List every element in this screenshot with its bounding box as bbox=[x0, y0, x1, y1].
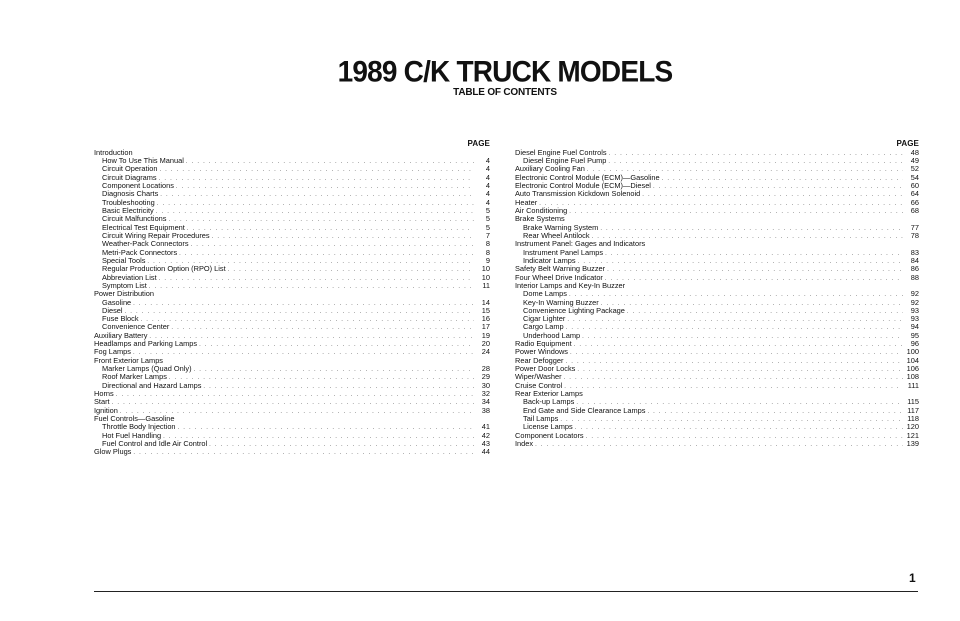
toc-entry bbox=[515, 407, 919, 415]
toc-entry-label: Wiper/Washer bbox=[515, 372, 562, 382]
dot-leader bbox=[578, 258, 903, 266]
dot-leader bbox=[605, 250, 903, 258]
toc-entry-page: 118 bbox=[907, 414, 919, 424]
dot-leader bbox=[564, 374, 903, 382]
toc-entry bbox=[515, 199, 919, 207]
dot-leader bbox=[212, 233, 474, 241]
toc-entry-page: 42 bbox=[481, 430, 490, 440]
toc-entry-page: 30 bbox=[481, 380, 490, 390]
toc-entry-page: 66 bbox=[910, 197, 919, 207]
toc-entry-label: Basic Electricity bbox=[102, 205, 154, 215]
toc-entry-page: 4 bbox=[485, 172, 490, 182]
toc-entry-label: Diesel bbox=[102, 305, 123, 315]
dot-leader bbox=[564, 383, 903, 391]
dot-leader bbox=[125, 308, 474, 316]
toc-entry-label: Fuel Controls—Gasoline bbox=[94, 414, 175, 424]
toc-entry-label: Back-up Lamps bbox=[523, 397, 575, 407]
toc-entry-label: Convenience Center bbox=[102, 322, 170, 332]
toc-entry-page: 11 bbox=[482, 280, 490, 290]
toc-entry-label: Fog Lamps bbox=[94, 347, 131, 357]
toc-entry-page: 95 bbox=[910, 330, 919, 340]
page-column-header: PAGE bbox=[467, 139, 490, 148]
toc-entry-page: 111 bbox=[907, 380, 919, 390]
toc-entry-label: Circuit Operation bbox=[102, 164, 158, 174]
dot-leader bbox=[535, 441, 903, 449]
toc-entry bbox=[515, 315, 919, 323]
toc-entry-label: Ignition bbox=[94, 405, 118, 415]
toc-entry-label: Power Windows bbox=[515, 347, 568, 357]
toc-entry bbox=[94, 390, 490, 398]
toc-entry-label: Interior Lamps and Key-In Buzzer bbox=[515, 280, 626, 290]
toc-entry-page: 41 bbox=[481, 422, 490, 432]
toc-entry-label: Brake Warning System bbox=[523, 222, 599, 232]
toc-entry-page: 108 bbox=[906, 372, 919, 382]
toc-entry-page: 24 bbox=[481, 347, 490, 357]
toc-entry bbox=[515, 357, 919, 365]
dot-leader bbox=[159, 175, 474, 183]
toc-entry-label: Power Door Locks bbox=[515, 364, 576, 374]
toc-entry-page: 77 bbox=[910, 222, 919, 232]
toc-entry-page: 4 bbox=[485, 180, 490, 190]
dot-leader bbox=[566, 324, 903, 332]
toc-entry bbox=[515, 432, 919, 440]
toc-entry bbox=[94, 382, 490, 390]
dot-leader bbox=[186, 158, 474, 166]
toc-entry-label: License Lamps bbox=[523, 422, 573, 432]
toc-entry-label: Electrical Test Equipment bbox=[102, 222, 185, 232]
toc-entry-page: 120 bbox=[906, 422, 919, 432]
toc-entry-page: 7 bbox=[485, 230, 490, 240]
toc-entry-label: Directional and Hazard Lamps bbox=[102, 380, 202, 390]
toc-entry-label: Throttle Body Injection bbox=[102, 422, 176, 432]
dot-leader bbox=[577, 366, 903, 374]
toc-entry-page: 52 bbox=[910, 164, 919, 174]
toc-entry bbox=[94, 448, 490, 456]
dot-leader bbox=[199, 341, 474, 349]
toc-entry-label: Diagnosis Charts bbox=[102, 189, 159, 199]
dot-leader bbox=[168, 216, 474, 224]
dot-leader bbox=[178, 424, 474, 432]
toc-entry-label: Electronic Control Module (ECM)—Diesel bbox=[515, 180, 651, 190]
toc-entry bbox=[94, 307, 490, 315]
toc-entry-page: 93 bbox=[910, 305, 919, 315]
dot-leader bbox=[647, 408, 903, 416]
toc-entry-label: Radio Equipment bbox=[515, 339, 572, 349]
toc-entry-label: How To Use This Manual bbox=[102, 155, 184, 165]
dot-leader bbox=[627, 308, 903, 316]
toc-left-list bbox=[94, 149, 490, 457]
toc-entry-page: 17 bbox=[481, 322, 490, 332]
toc-entry-label: Circuit Diagrams bbox=[102, 172, 157, 182]
page-number: 1 bbox=[909, 571, 916, 585]
toc-entry-page: 16 bbox=[481, 314, 490, 324]
toc-entry-page: 5 bbox=[485, 205, 490, 215]
toc-entry-page: 15 bbox=[481, 305, 490, 315]
toc-entry-label: End Gate and Side Clearance Lamps bbox=[523, 405, 646, 415]
dot-leader bbox=[156, 208, 474, 216]
toc-entry-label: Safety Belt Warning Buzzer bbox=[515, 264, 606, 274]
toc-entry-label: Heater bbox=[515, 197, 538, 207]
toc-entry bbox=[94, 249, 490, 257]
toc-entry-page: 115 bbox=[907, 397, 919, 407]
toc-entry-label: Brake Systems bbox=[515, 214, 565, 224]
dot-leader bbox=[569, 291, 903, 299]
toc-entry-label: Air Conditioning bbox=[515, 205, 568, 215]
dot-leader bbox=[176, 183, 474, 191]
dot-leader bbox=[159, 275, 474, 283]
dot-leader bbox=[112, 399, 474, 407]
dot-leader bbox=[582, 333, 903, 341]
toc-entry-label: Horns bbox=[94, 389, 114, 399]
toc-entry-page: 20 bbox=[481, 339, 490, 349]
toc-entry-label: Diesel Engine Fuel Pump bbox=[523, 155, 607, 165]
dot-leader bbox=[149, 283, 474, 291]
toc-entry-label: Key-In Warning Buzzer bbox=[523, 297, 599, 307]
toc-entry-page: 4 bbox=[485, 197, 490, 207]
toc-entry bbox=[515, 282, 919, 290]
toc-entry-label: Diesel Engine Fuel Controls bbox=[515, 147, 607, 157]
dot-leader bbox=[116, 391, 474, 399]
toc-entry bbox=[94, 398, 490, 406]
dot-leader bbox=[653, 183, 903, 191]
toc-entry-page: 106 bbox=[906, 364, 919, 374]
dot-leader bbox=[228, 266, 474, 274]
toc-entry-label: Weather-Pack Connectors bbox=[102, 239, 189, 249]
toc-entry-label: Underhood Lamp bbox=[523, 330, 581, 340]
toc-entry-label: Dome Lamps bbox=[523, 289, 567, 299]
dot-leader bbox=[574, 341, 903, 349]
toc-entry-page: 10 bbox=[481, 264, 490, 274]
dot-leader bbox=[605, 275, 903, 283]
toc-entry-page: 88 bbox=[910, 272, 919, 282]
toc-entry bbox=[515, 348, 919, 356]
dot-leader bbox=[203, 383, 474, 391]
toc-entry-label: Gasoline bbox=[102, 297, 132, 307]
dot-leader bbox=[149, 333, 474, 341]
toc-entry bbox=[515, 340, 919, 348]
toc-entry-label: Auto Transmission Kickdown Solenoid bbox=[515, 189, 641, 199]
dot-leader bbox=[194, 366, 474, 374]
toc-entry-page: 9 bbox=[485, 255, 490, 265]
toc-entry-page: 104 bbox=[906, 355, 919, 365]
toc-entry bbox=[94, 340, 490, 348]
toc-entry-page: 19 bbox=[481, 330, 490, 340]
toc-entry-page: 92 bbox=[910, 289, 919, 299]
dot-leader bbox=[567, 316, 903, 324]
dot-leader bbox=[157, 200, 474, 208]
toc-entry-label: Instrument Panel: Gages and Indicators bbox=[515, 239, 646, 249]
toc-entry-page: 4 bbox=[485, 155, 490, 165]
dot-leader bbox=[565, 358, 903, 366]
dot-leader bbox=[642, 191, 903, 199]
dot-leader bbox=[609, 150, 903, 158]
toc-entry-label: Troubleshooting bbox=[102, 197, 155, 207]
toc-entry-label: Power Distribution bbox=[94, 289, 154, 299]
toc-entry-page: 34 bbox=[481, 397, 490, 407]
toc-entry-label: Electronic Control Module (ECM)—Gasoline bbox=[515, 172, 660, 182]
toc-entry bbox=[515, 307, 919, 315]
dot-leader bbox=[662, 175, 903, 183]
dot-leader bbox=[600, 225, 903, 233]
dot-leader bbox=[607, 266, 903, 274]
toc-entry bbox=[94, 290, 490, 298]
dot-leader bbox=[141, 316, 474, 324]
toc-entry-page: 92 bbox=[910, 297, 919, 307]
toc-left-column bbox=[94, 140, 490, 457]
dot-leader bbox=[169, 374, 474, 382]
toc-entry-page: 139 bbox=[906, 439, 919, 449]
toc-entry-label: Four Wheel Drive Indicator bbox=[515, 272, 603, 282]
toc-entry-label: Front Exterior Lamps bbox=[94, 355, 164, 365]
toc-entry-label: Symptom List bbox=[102, 280, 147, 290]
dot-leader bbox=[575, 424, 903, 432]
toc-entry bbox=[515, 190, 919, 198]
toc-entry-page: 43 bbox=[481, 439, 490, 449]
toc-entry-page: 14 bbox=[481, 297, 490, 307]
dot-leader bbox=[601, 300, 903, 308]
toc-entry-page: 117 bbox=[907, 405, 919, 415]
toc-entry-page: 4 bbox=[485, 189, 490, 199]
dot-leader bbox=[209, 441, 474, 449]
toc-entry-page: 44 bbox=[481, 447, 490, 457]
toc-entry-label: Fuse Block bbox=[102, 314, 139, 324]
toc-entry-label: Special Tools bbox=[102, 255, 146, 265]
toc-entry bbox=[515, 207, 919, 215]
toc-entry-page: 64 bbox=[910, 189, 919, 199]
dot-leader bbox=[159, 166, 474, 174]
dot-leader bbox=[560, 416, 903, 424]
toc-entry-page: 32 bbox=[481, 389, 490, 399]
toc-entry-label: Auxiliary Cooling Fan bbox=[515, 164, 585, 174]
toc-entry-label: Index bbox=[515, 439, 534, 449]
document-subtitle: TABLE OF CONTENTS bbox=[453, 87, 557, 98]
toc-entry-page: 93 bbox=[910, 314, 919, 324]
toc-entry-label: Tail Lamps bbox=[523, 414, 559, 424]
toc-entry-label: Metri-Pack Connectors bbox=[102, 247, 178, 257]
toc-entry-page: 96 bbox=[910, 339, 919, 349]
footer-rule bbox=[94, 591, 918, 592]
toc-entry-label: Cruise Control bbox=[515, 380, 563, 390]
toc-entry-label: Regular Production Option (RPO) List bbox=[102, 264, 226, 274]
toc-entry-label: Instrument Panel Lamps bbox=[523, 247, 604, 257]
toc-entry-label: Rear Wheel Antilock bbox=[523, 230, 590, 240]
toc-entry-page: 29 bbox=[481, 372, 490, 382]
dot-leader bbox=[163, 433, 474, 441]
toc-entry-page: 78 bbox=[910, 230, 919, 240]
dot-leader bbox=[608, 158, 903, 166]
toc-entry-label: Hot Fuel Handling bbox=[102, 430, 162, 440]
toc-entry-label: Marker Lamps (Quad Only) bbox=[102, 364, 192, 374]
toc-right-column bbox=[515, 140, 919, 448]
toc-entry-label: Headlamps and Parking Lamps bbox=[94, 339, 198, 349]
toc-entry bbox=[94, 299, 490, 307]
toc-entry-label: Component Locations bbox=[102, 180, 174, 190]
dot-leader bbox=[586, 433, 903, 441]
toc-entry-label: Auxiliary Battery bbox=[94, 330, 148, 340]
toc-entry-page: 48 bbox=[910, 147, 919, 157]
toc-entry-label: Rear Exterior Lamps bbox=[515, 389, 583, 399]
toc-entry-page: 60 bbox=[910, 180, 919, 190]
toc-entry-page: 94 bbox=[910, 322, 919, 332]
toc-entry-label: Circuit Malfunctions bbox=[102, 214, 167, 224]
toc-entry bbox=[515, 390, 919, 398]
toc-entry bbox=[94, 440, 490, 448]
toc-entry-label: Introduction bbox=[94, 147, 133, 157]
toc-entry-label: Rear Defogger bbox=[515, 355, 564, 365]
toc-entry-label: Circuit Wiring Repair Procedures bbox=[102, 230, 210, 240]
toc-entry-label: Cargo Lamp bbox=[523, 322, 564, 332]
toc-entry-page: 86 bbox=[910, 264, 919, 274]
toc-entry-label: Convenience Lighting Package bbox=[523, 305, 625, 315]
toc-entry bbox=[94, 274, 490, 282]
toc-entry-page: 28 bbox=[481, 364, 490, 374]
toc-entry-page: 4 bbox=[485, 164, 490, 174]
dot-leader bbox=[133, 300, 474, 308]
toc-entry-page: 10 bbox=[481, 272, 490, 282]
toc-entry bbox=[515, 373, 919, 381]
toc-entry bbox=[515, 415, 919, 423]
dot-leader bbox=[171, 324, 474, 332]
dot-leader bbox=[187, 225, 474, 233]
dot-leader bbox=[570, 349, 903, 357]
toc-entry-page: 38 bbox=[481, 405, 490, 415]
dot-leader bbox=[160, 191, 474, 199]
toc-entry-page: 8 bbox=[485, 247, 490, 257]
toc-entry-page: 84 bbox=[910, 255, 919, 265]
dot-leader bbox=[539, 200, 903, 208]
toc-entry-label: Fuel Control and Idle Air Control bbox=[102, 439, 208, 449]
toc-entry-page: 54 bbox=[910, 172, 919, 182]
toc-entry-page: 8 bbox=[485, 239, 490, 249]
toc-entry-label: Cigar Lighter bbox=[523, 314, 566, 324]
toc-entry-page: 5 bbox=[485, 214, 490, 224]
toc-right-list bbox=[515, 149, 919, 449]
toc-entry-page: 83 bbox=[910, 247, 919, 257]
toc-entry-label: Abbreviation List bbox=[102, 272, 157, 282]
toc-entry-page: 68 bbox=[910, 205, 919, 215]
toc-entry-page: 100 bbox=[906, 347, 919, 357]
toc-entry-page: 121 bbox=[906, 430, 919, 440]
toc-entry-label: Roof Marker Lamps bbox=[102, 372, 167, 382]
toc-entry-label: Start bbox=[94, 397, 110, 407]
dot-leader bbox=[179, 250, 474, 258]
toc-entry bbox=[515, 332, 919, 340]
page-column-header: PAGE bbox=[896, 139, 919, 148]
toc-entry-page: 49 bbox=[910, 155, 919, 165]
dot-leader bbox=[569, 208, 903, 216]
toc-entry bbox=[94, 323, 490, 331]
toc-entry-label: Indicator Lamps bbox=[523, 255, 576, 265]
dot-leader bbox=[133, 349, 474, 357]
toc-entry-label: Glow Plugs bbox=[94, 447, 132, 457]
toc-entry-label: Component Locators bbox=[515, 430, 584, 440]
toc-entry-page: 5 bbox=[485, 222, 490, 232]
toc-entry bbox=[515, 365, 919, 373]
dot-leader bbox=[191, 241, 474, 249]
document-title: 1989 C/K TRUCK MODELS bbox=[337, 55, 673, 88]
dot-leader bbox=[133, 449, 474, 457]
toc-entry bbox=[515, 440, 919, 448]
